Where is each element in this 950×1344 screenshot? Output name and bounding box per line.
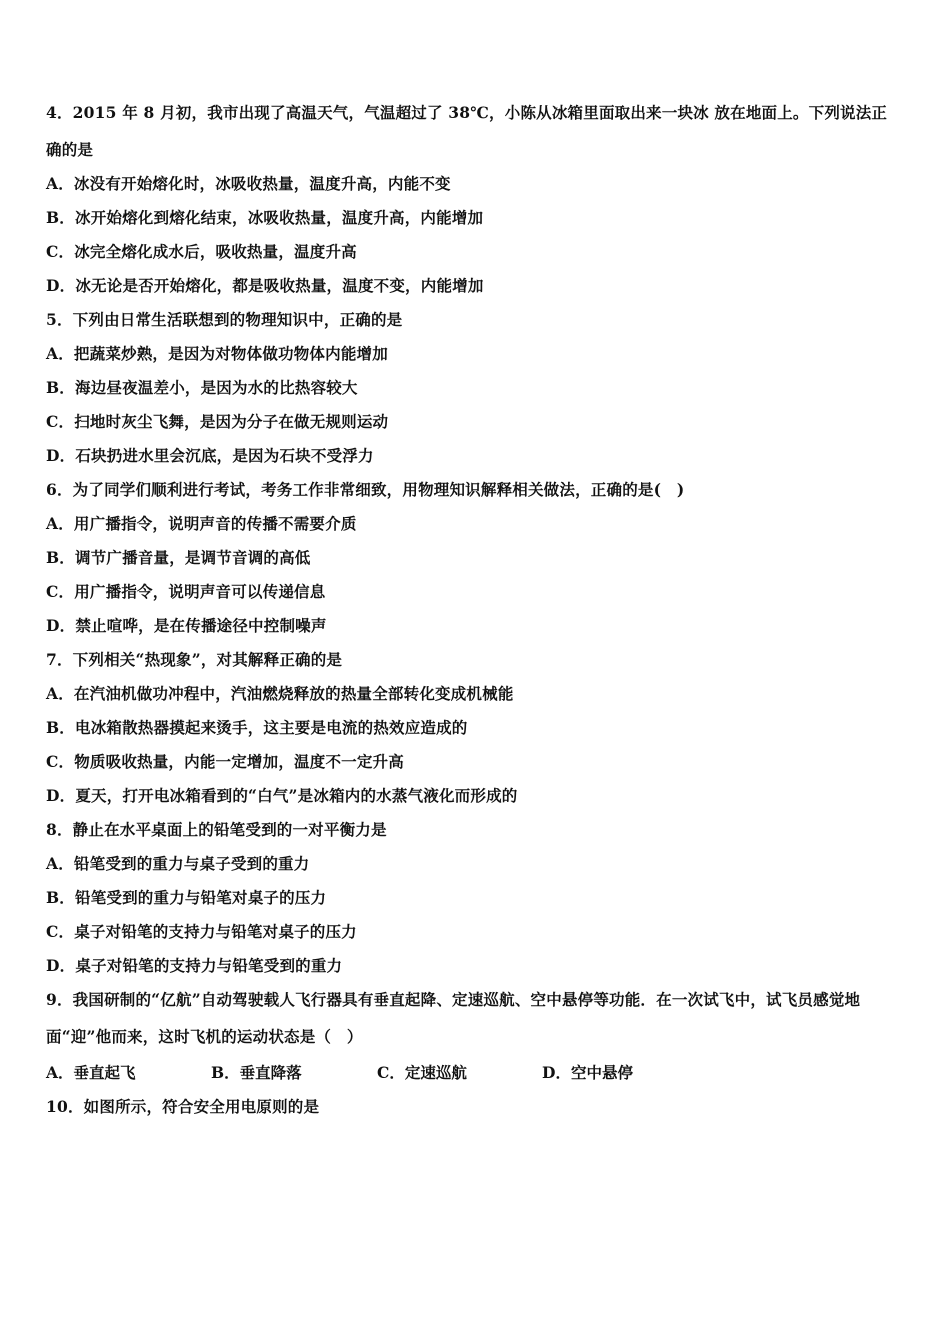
q4-option-a: A．冰没有开始熔化时，冰吸收热量，温度升高，内能不变 xyxy=(46,174,451,193)
q4-stem-line2: 确的是 xyxy=(46,140,94,159)
q9-option-a: A．垂直起飞 xyxy=(46,1063,136,1082)
q7-option-b: B．电冰箱散热器摸起来烫手，这主要是电流的热效应造成的 xyxy=(46,718,468,737)
q5-option-c: C．扫地时灰尘飞舞，是因为分子在做无规则运动 xyxy=(46,412,389,431)
q4-option-d: D．冰无论是否开始熔化，都是吸收热量，温度不变，内能增加 xyxy=(46,276,484,295)
q4-option-c: C．冰完全熔化成水后，吸收热量，温度升高 xyxy=(46,242,357,261)
q6-option-c: C．用广播指令，说明声音可以传递信息 xyxy=(46,582,326,601)
q9-option-b: B．垂直降落 xyxy=(211,1063,302,1082)
q7-option-a: A．在汽油机做功冲程中，汽油燃烧释放的热量全部转化变成机械能 xyxy=(46,684,514,703)
q8-stem: 8．静止在水平桌面上的铅笔受到的一对平衡力是 xyxy=(46,820,387,839)
q9-stem-line2: 面“迎”他而来，这时飞机的运动状态是（ ） xyxy=(46,1027,363,1046)
q4-stem-line1: 4．2015 年 8 月初，我市出现了高温天气，气温超过了 38℃，小陈从冰箱里面取出来一块冰 放在地面上。下列说法正 xyxy=(46,103,888,122)
q6-option-d: D．禁止喧哗，是在传播途径中控制噪声 xyxy=(46,616,327,635)
q6-option-a: A．用广播指令，说明声音的传播不需要介质 xyxy=(46,514,357,533)
q6-option-b: B．调节广播音量，是调节音调的高低 xyxy=(46,548,311,567)
q5-option-b: B．海边昼夜温差小，是因为水的比热容较大 xyxy=(46,378,358,397)
q5-option-d: D．石块扔进水里会沉底，是因为石块不受浮力 xyxy=(46,446,374,465)
q5-option-a: A．把蔬菜炒熟，是因为对物体做功物体内能增加 xyxy=(46,344,388,363)
q6-stem: 6．为了同学们顺利进行考试，考务工作非常细致，用物理知识解释相关做法，正确的是( ) xyxy=(46,480,685,499)
q9-option-c: C．定速巡航 xyxy=(377,1063,467,1082)
q9-options-row xyxy=(46,1061,746,1083)
q7-option-d: D．夏天，打开电冰箱看到的“白气”是冰箱内的水蒸气液化而形成的 xyxy=(46,786,518,805)
q8-option-a: A．铅笔受到的重力与桌子受到的重力 xyxy=(46,854,310,873)
q7-stem: 7．下列相关“热现象”，对其解释正确的是 xyxy=(46,650,343,669)
q9-stem-line1: 9．我国研制的“亿航”自动驾驶载人飞行器具有垂直起降、定速巡航、空中悬停等功能．在一次试飞中，试飞员感觉地 xyxy=(46,990,861,1009)
q4-option-b: B．冰开始熔化到熔化结束，冰吸收热量，温度升高，内能增加 xyxy=(46,208,484,227)
q10-stem: 10．如图所示，符合安全用电原则的是 xyxy=(46,1097,320,1116)
q8-option-c: C．桌子对铅笔的支持力与铅笔对桌子的压力 xyxy=(46,922,357,941)
q8-option-b: B．铅笔受到的重力与铅笔对桌子的压力 xyxy=(46,888,327,907)
q7-option-c: C．物质吸收热量，内能一定增加，温度不一定升高 xyxy=(46,752,404,771)
q9-option-d: D．空中悬停 xyxy=(542,1063,633,1082)
q5-stem: 5．下列由日常生活联想到的物理知识中，正确的是 xyxy=(46,310,403,329)
q8-option-d: D．桌子对铅笔的支持力与铅笔受到的重力 xyxy=(46,956,343,975)
